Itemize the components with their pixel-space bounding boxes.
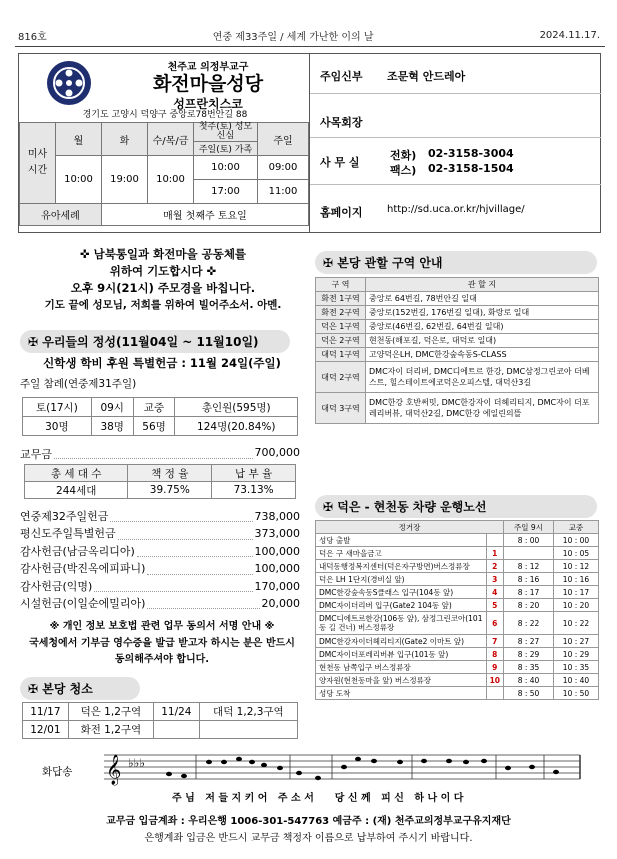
church-address: 경기도 고양시 덕양구 중앙로78번안길 88	[82, 110, 248, 120]
church-logo-icon	[46, 60, 92, 106]
fax-label: 팩스)	[390, 164, 417, 177]
cleaning-title: 본당 청소	[42, 682, 93, 696]
hymn-notes	[166, 757, 559, 780]
bus-stop-number: 8	[486, 648, 503, 661]
bus-head: 교중	[554, 521, 599, 534]
bus-time-9: 8 : 17	[504, 586, 554, 599]
bulletin-header	[18, 24, 600, 46]
sun-time-1: 09:00	[258, 156, 309, 180]
info-divider	[310, 137, 601, 138]
tue-time: 19:00	[102, 156, 148, 204]
mon-time: 10:00	[56, 156, 102, 204]
bus-stop-number: 3	[486, 573, 503, 586]
bus-time-main: 10 : 16	[554, 573, 599, 586]
area-head: 구 역	[316, 278, 366, 292]
day-sat-family: 주일(토) 가족	[194, 142, 258, 156]
attend-head: 09시	[91, 398, 133, 417]
bus-time-main: 10 : 27	[554, 635, 599, 648]
dues-value: 244세대	[25, 482, 128, 499]
header-divider	[15, 46, 605, 47]
hymn-staff	[104, 747, 584, 789]
prayer-line-2: 위하여 기도합시다	[109, 264, 203, 278]
cleaning-cell: 11/24	[153, 703, 199, 721]
bus-stop-number: 6	[486, 612, 503, 635]
area-head: 관 할 지	[366, 278, 599, 292]
bus-stop: 현천동 남쪽입구 버스정류장	[316, 661, 487, 674]
area-title: 본당 관할 구역 안내	[337, 256, 443, 270]
dues-value: 700,000	[254, 446, 300, 459]
cross-icon: ✜	[79, 247, 90, 261]
attend-value: 56명	[133, 417, 175, 436]
bus-time-9	[504, 547, 554, 560]
bus-stop-number: 7	[486, 635, 503, 648]
bus-table	[315, 520, 599, 700]
area-label: 화전 2구역	[316, 306, 366, 320]
phone-label: 전화)	[390, 149, 417, 162]
day-mon: 월	[56, 123, 102, 156]
bus-stop-number: 9	[486, 661, 503, 674]
bus-time-9: 8 : 12	[504, 560, 554, 573]
account-info: 교무금 입금계좌 : 우리은행 1006-301-547763 예금주 : (재) 천주교의정부교구유지재단	[106, 816, 511, 827]
phone-number: 02-3158-3004	[428, 147, 514, 160]
cleaning-cell	[199, 721, 297, 739]
area-label: 대덕 1구역	[316, 348, 366, 362]
area-label: 화전 1구역	[316, 292, 366, 306]
account-notice: 은행계좌 입금은 반드시 교무금 책정자 이름으로 납부하여 주시기 바랍니다.	[144, 833, 473, 844]
day-first-sat: 첫주(토) 성모 신심	[194, 123, 258, 142]
cross-icon: ✜	[206, 264, 217, 278]
prayer-line-1: 남북통일과 화전마을 공동체를	[93, 247, 247, 261]
bulletin-title: 연중 제33주일 / 세계 가난한 이의 날	[212, 31, 374, 43]
sat-time-2: 17:00	[194, 180, 258, 204]
attend-value: 124명(20.84%)	[175, 417, 298, 436]
website-link[interactable]: http://sd.uca.or.kr/hjvillage/	[387, 204, 525, 215]
area-label: 덕은 2구역	[316, 334, 366, 348]
bus-stop-number	[486, 534, 503, 547]
council-label: 사목회장	[320, 116, 363, 129]
bus-stop: 성당 도착	[316, 687, 487, 700]
area-desc: 현천동(해포길, 덕은로, 대덕로 일대)	[366, 334, 599, 348]
bus-head: 주일 9시	[504, 521, 554, 534]
key-signature-icon: ♭♭♭	[128, 756, 145, 770]
bus-time-9: 8 : 22	[504, 612, 554, 635]
cross-icon: ✠	[323, 500, 334, 514]
offering-item: 감사헌금(박진옥에피파니) 100,000	[20, 562, 300, 576]
attend-value: 38명	[91, 417, 133, 436]
bus-stop: DMC한강자이더헤리티지(Gate2 이마트 앞)	[316, 635, 487, 648]
area-label: 덕은 1구역	[316, 320, 366, 334]
bus-time-main: 10 : 22	[554, 612, 599, 635]
cleaning-cell	[153, 721, 199, 739]
cleaning-table	[22, 702, 298, 739]
day-sun: 주일	[258, 123, 309, 156]
bus-stop-number: 1	[486, 547, 503, 560]
dues-value: 73.13%	[212, 482, 296, 499]
offering-item: 감사헌금(익명) 170,000	[20, 579, 300, 593]
bulletin-date: 2024.11.17.	[539, 29, 600, 41]
bus-stop: 성당 출발	[316, 534, 487, 547]
area-desc: DMC자이 더리버, DMC디에트르 한강, DMC삼정그린코아 더베스트, 힐스테이트에코덕은오피스텔, 대덕산3길	[366, 362, 599, 393]
attend-head: 교중	[133, 398, 175, 417]
bus-stop: 내덕동행정복지센터(덕은자구방면)버스정류장	[316, 560, 487, 573]
bus-time-main: 10 : 12	[554, 560, 599, 573]
cleaning-cell: 덕은 1,2구역	[68, 703, 153, 721]
offering-list	[20, 508, 300, 612]
bus-stop-number: 10	[486, 674, 503, 687]
offering-title: 우리들의 정성(11월04일 ~ 11월10일)	[42, 335, 259, 349]
area-label: 대덕 3구역	[316, 393, 366, 424]
cross-icon: ✠	[28, 335, 39, 349]
mass-schedule-table	[19, 122, 309, 226]
treble-clef-icon: 𝄞	[106, 755, 122, 785]
bus-time-9: 8 : 20	[504, 599, 554, 612]
offering-item: 평신도주일특별헌금 373,000	[20, 527, 300, 541]
cleaning-cell: 대덕 1,2,3구역	[199, 703, 297, 721]
hymn-lyrics: 주 님 저 들 지 키 어 주 소 서 당 신 께 피 신 하 나 이 다	[172, 793, 464, 804]
bus-time-9: 8 : 35	[504, 661, 554, 674]
attend-head: 토(17시)	[23, 398, 92, 417]
cleaning-section-header	[20, 677, 140, 700]
cleaning-cell: 12/01	[23, 721, 69, 739]
church-name: 화전마을성당	[152, 73, 264, 95]
attendance-title: 주일 참례(연중제31주일)	[20, 378, 137, 390]
bus-time-9: 8 : 27	[504, 635, 554, 648]
area-desc: 중앙로(152번길, 176번길 일대), 화랑로 일대	[366, 306, 599, 320]
diocese-name: 천주교 의정부교구	[167, 62, 249, 73]
dues-head: 책 정 율	[128, 465, 212, 482]
prayer-line-3: 오후 9시(21시) 주모경을 바칩니다.	[70, 281, 256, 295]
bus-time-main: 10 : 20	[554, 599, 599, 612]
office-label: 사 무 실	[320, 156, 360, 169]
offering-item: 감사헌금(남금옥리디아) 100,000	[20, 544, 300, 558]
info-box-divider	[309, 53, 310, 233]
bus-stop-number: 5	[486, 599, 503, 612]
hymn-label: 화답송	[42, 766, 73, 778]
privacy-notice-body: 국세청에서 기부금 영수증을 발급 받고자 하시는 분은 반드시 동의해주셔야 합니다.	[29, 638, 295, 665]
priest-label: 주임신부	[320, 70, 363, 83]
bus-time-main: 10 : 40	[554, 674, 599, 687]
area-desc: DMC한강 호반써밋, DMC한강자이 더헤리티지, DMC자이 더포레리버뷰, 대덕산2길, DMC한강 에일린의뜰	[366, 393, 599, 424]
bus-stop-number: 4	[486, 586, 503, 599]
bus-head: 정거장	[316, 521, 504, 534]
bus-time-main: 10 : 05	[554, 547, 599, 560]
bus-time-main: 10 : 35	[554, 661, 599, 674]
prayer-box	[22, 246, 304, 314]
offering-item: 시설헌금(이일순에밀리아) 20,000	[20, 597, 300, 611]
priest-name: 조문혁 안드레아	[387, 70, 466, 83]
bus-title: 덕은 - 현천동 차량 운행노선	[337, 500, 487, 514]
bus-stop-number	[486, 687, 503, 700]
attend-value: 30명	[23, 417, 92, 436]
cross-icon: ✠	[323, 256, 334, 270]
mass-time-label: 미사 시간	[20, 123, 56, 204]
day-tue: 화	[102, 123, 148, 156]
bus-stop: 덕은 LH 1단지(경비실 앞)	[316, 573, 487, 586]
cleaning-cell: 11/17	[23, 703, 69, 721]
baptism-value: 매월 첫째주 토요일	[102, 204, 309, 226]
bus-stop-number: 2	[486, 560, 503, 573]
sun-time-2: 11:00	[258, 180, 309, 204]
bus-time-main: 10 : 00	[554, 534, 599, 547]
dues-head: 총 세 대 수	[25, 465, 128, 482]
bus-stop: 덕은 구 새마을금고	[316, 547, 487, 560]
dues-value: 39.75%	[128, 482, 212, 499]
area-table	[315, 277, 599, 424]
prayer-line-4: 기도 끝에 성모님, 저희를 위하여 빌어주소서. 아멘.	[44, 299, 282, 311]
bus-stop: 양자원(현천동마을 앞) 버스정류장	[316, 674, 487, 687]
fax-number: 02-3158-1504	[428, 162, 514, 175]
bus-time-9: 8 : 00	[504, 534, 554, 547]
church-title-block	[118, 58, 298, 112]
cross-icon: ✠	[28, 682, 39, 696]
offering-section-header	[20, 330, 290, 353]
dues-head: 납 부 율	[212, 465, 296, 482]
attend-head: 총인원(595명)	[175, 398, 298, 417]
bus-section-header	[315, 495, 597, 518]
baptism-label: 유아세례	[20, 204, 102, 226]
area-label: 대덕 2구역	[316, 362, 366, 393]
bus-stop: DMC디에트르한강(106동 앞), 삼정그린코아(101동 길 건너) 버스정류장	[316, 612, 487, 635]
sat-time-1: 10:00	[194, 156, 258, 180]
dues-label: 교무금	[20, 448, 52, 461]
info-divider	[310, 93, 601, 94]
bus-stop: DMC한강숲속동S클래스 입구(104동 앞)	[316, 586, 487, 599]
offering-item: 연중제32주일헌금 738,000	[20, 510, 300, 523]
bus-time-9: 8 : 50	[504, 687, 554, 700]
bus-time-9: 8 : 40	[504, 674, 554, 687]
bus-stop: DMC자이더리버 입구(Gate2 104동 앞)	[316, 599, 487, 612]
day-wed-fri: 수/목/금	[148, 123, 194, 156]
bus-time-9: 8 : 29	[504, 648, 554, 661]
special-offering: 신학생 학비 후원 특별헌금 : 11월 24일(주일)	[43, 356, 281, 370]
bus-time-main: 10 : 50	[554, 687, 599, 700]
issue-number: 816호	[18, 31, 47, 43]
bus-stop: DMC자이더포레리버뷰 입구(101동 앞)	[316, 648, 487, 661]
dues-row	[20, 446, 300, 462]
bus-time-main: 10 : 29	[554, 648, 599, 661]
privacy-notice-title: ※ 개인 정보 보호법 관련 업무 동의서 서명 안내 ※	[49, 621, 275, 632]
wed-fri-time: 10:00	[148, 156, 194, 204]
website-label: 홈페이지	[320, 206, 363, 219]
info-divider	[310, 184, 601, 185]
dues-table	[24, 464, 296, 499]
cleaning-cell: 화전 1,2구역	[68, 721, 153, 739]
area-desc: 고양덕은LH, DMC한강숲속동S-CLASS	[366, 348, 599, 362]
area-desc: 중앙로(46번길, 62번길, 64번길 일대)	[366, 320, 599, 334]
bus-time-9: 8 : 16	[504, 573, 554, 586]
attendance-table	[22, 397, 298, 436]
bus-time-main: 10 : 17	[554, 586, 599, 599]
church-patron: 성프란치스코	[173, 97, 243, 111]
area-section-header	[315, 251, 597, 274]
area-desc: 중앙로 64번길, 78번안길 일대	[366, 292, 599, 306]
